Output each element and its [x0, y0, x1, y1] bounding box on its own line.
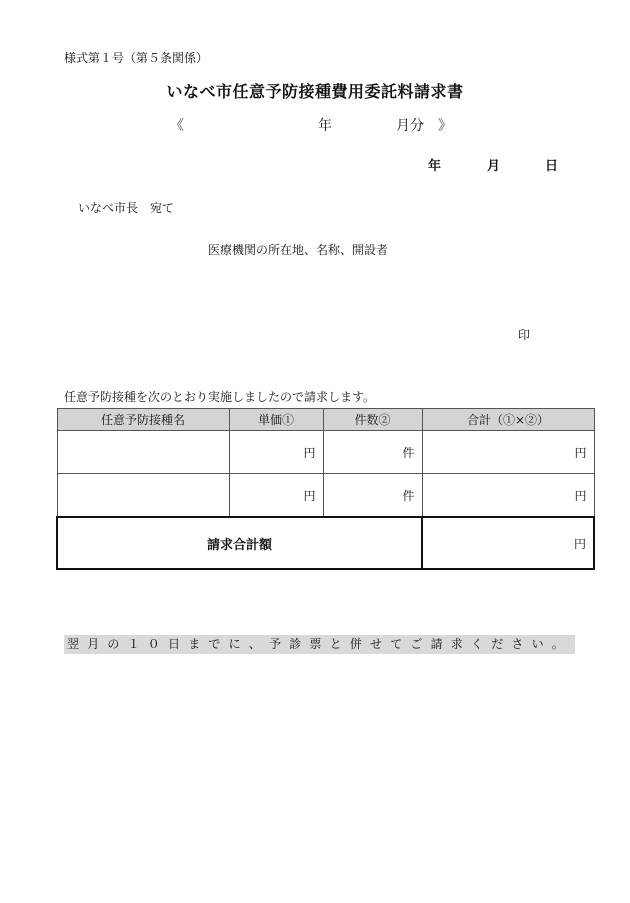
- table-row: [57, 431, 594, 474]
- header-unit-price: 単価①: [229, 409, 323, 431]
- grand-total-label: 請求合計額: [57, 517, 422, 569]
- header-vaccination-name: 任意予防接種名: [57, 409, 229, 431]
- date-day-label: 日: [545, 159, 559, 174]
- cell-unit-price: 円: [229, 431, 323, 474]
- form-number: 様式第１号（第５条関係）: [64, 51, 209, 65]
- period-open-bracket: 《: [170, 118, 184, 134]
- period-month-label: 月分: [396, 118, 424, 134]
- date-year-label: 年: [428, 159, 442, 174]
- header-count: 件数②: [323, 409, 422, 431]
- intro-text: 任意予防接種を次のとおり実施しましたので請求します。: [64, 390, 376, 404]
- grand-total-row: [57, 517, 594, 569]
- cell-unit-price: 円: [229, 474, 323, 518]
- claim-table: [56, 408, 595, 570]
- cell-total: 円: [422, 431, 594, 474]
- addressee: いなべ市長 宛て: [78, 201, 175, 215]
- cell-count: 件: [323, 474, 422, 518]
- seal-mark: 印: [518, 328, 531, 342]
- table-row: [57, 474, 594, 518]
- institution-label: 医療機関の所在地、名称、開設者: [208, 243, 389, 257]
- table-header-row: [57, 409, 594, 431]
- period-year-label: 年: [318, 118, 332, 134]
- date-month-label: 月: [487, 159, 501, 174]
- cell-vaccination-name: [57, 474, 229, 518]
- cell-vaccination-name: [57, 431, 229, 474]
- period-close-bracket: 》: [438, 118, 452, 134]
- header-total: 合計（①×②）: [422, 409, 594, 431]
- cell-total: 円: [422, 474, 594, 518]
- grand-total-value: 円: [422, 517, 594, 569]
- cell-count: 件: [323, 431, 422, 474]
- submission-notice: 翌月の１０日までに、予診票と併せてご請求ください。: [64, 635, 575, 654]
- document-title: いなべ市任意予防接種費用委託料請求書: [166, 82, 464, 101]
